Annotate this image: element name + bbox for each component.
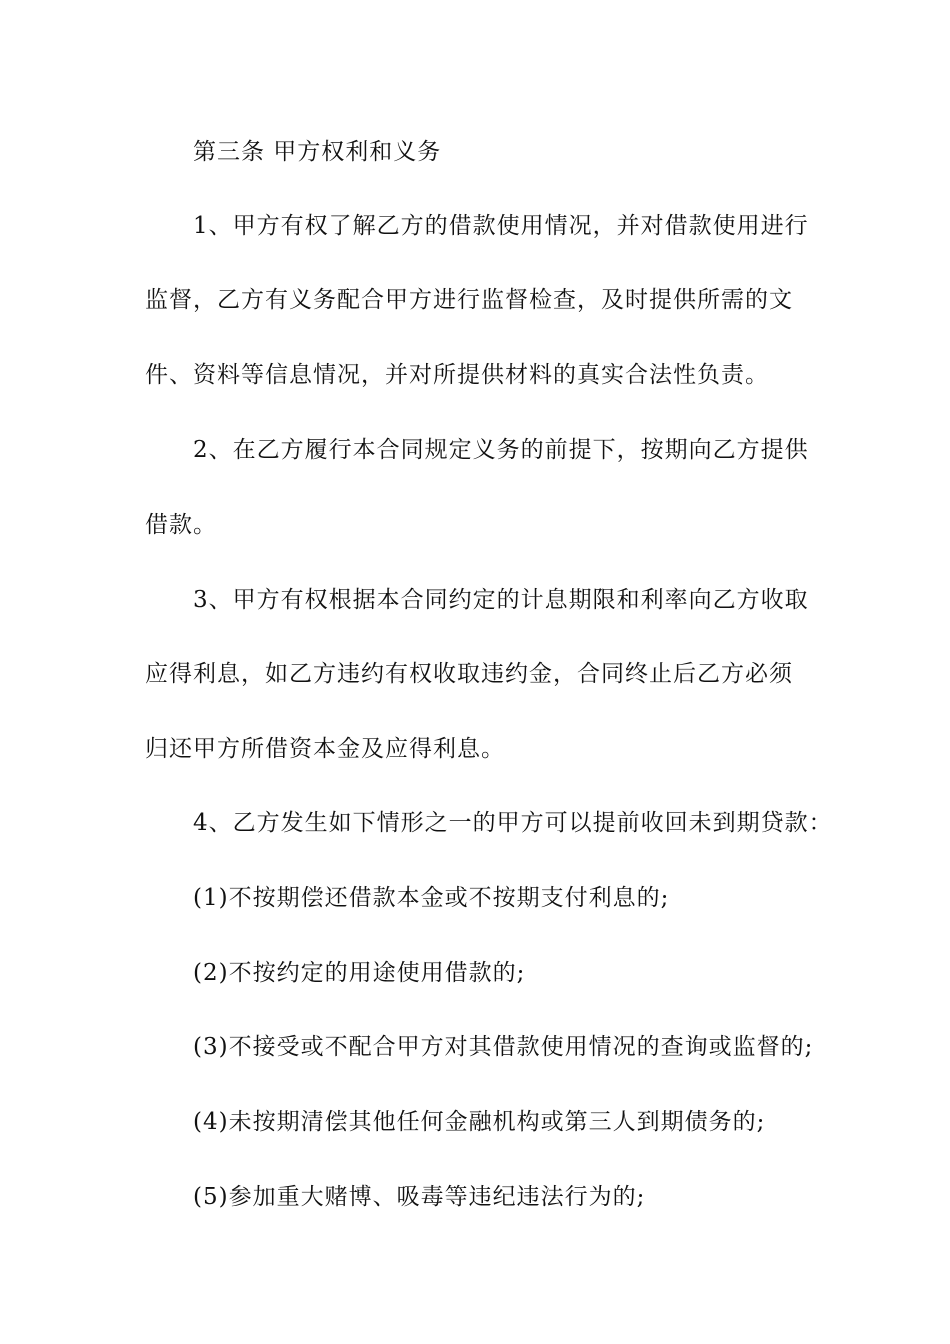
- paragraph-line: 件、资料等信息情况，并对所提供材料的真实合法性负责。: [145, 362, 769, 388]
- list-item: (3)不接受或不配合甲方对其借款使用情况的查询或监督的;: [193, 1034, 814, 1060]
- list-item: (1)不按期偿还借款本金或不按期支付利息的;: [193, 885, 670, 911]
- paragraph-line: 借款。: [145, 512, 217, 538]
- list-item: (5)参加重大赌博、吸毒等违纪违法行为的;: [193, 1184, 646, 1210]
- list-item: (4)未按期清偿其他任何金融机构或第三人到期债务的;: [193, 1109, 766, 1135]
- paragraph-line: 应得利息，如乙方违约有权收取违约金，合同终止后乙方必须: [145, 661, 793, 687]
- paragraph-line: 3、甲方有权根据本合同约定的计息期限和利率向乙方收取: [193, 587, 809, 613]
- list-item: (2)不按约定的用途使用借款的;: [193, 960, 526, 986]
- paragraph-line: 归还甲方所借资本金及应得利息。: [145, 736, 505, 762]
- paragraph-line: 1、甲方有权了解乙方的借款使用情况，并对借款使用进行: [193, 213, 809, 239]
- paragraph-line: 4、乙方发生如下情形之一的甲方可以提前收回未到期贷款：: [193, 810, 833, 836]
- section-heading: 第三条 甲方权利和义务: [193, 139, 442, 165]
- paragraph-line: 监督，乙方有义务配合甲方进行监督检查，及时提供所需的文: [145, 287, 793, 313]
- paragraph-line: 2、在乙方履行本合同规定义务的前提下，按期向乙方提供: [193, 437, 809, 463]
